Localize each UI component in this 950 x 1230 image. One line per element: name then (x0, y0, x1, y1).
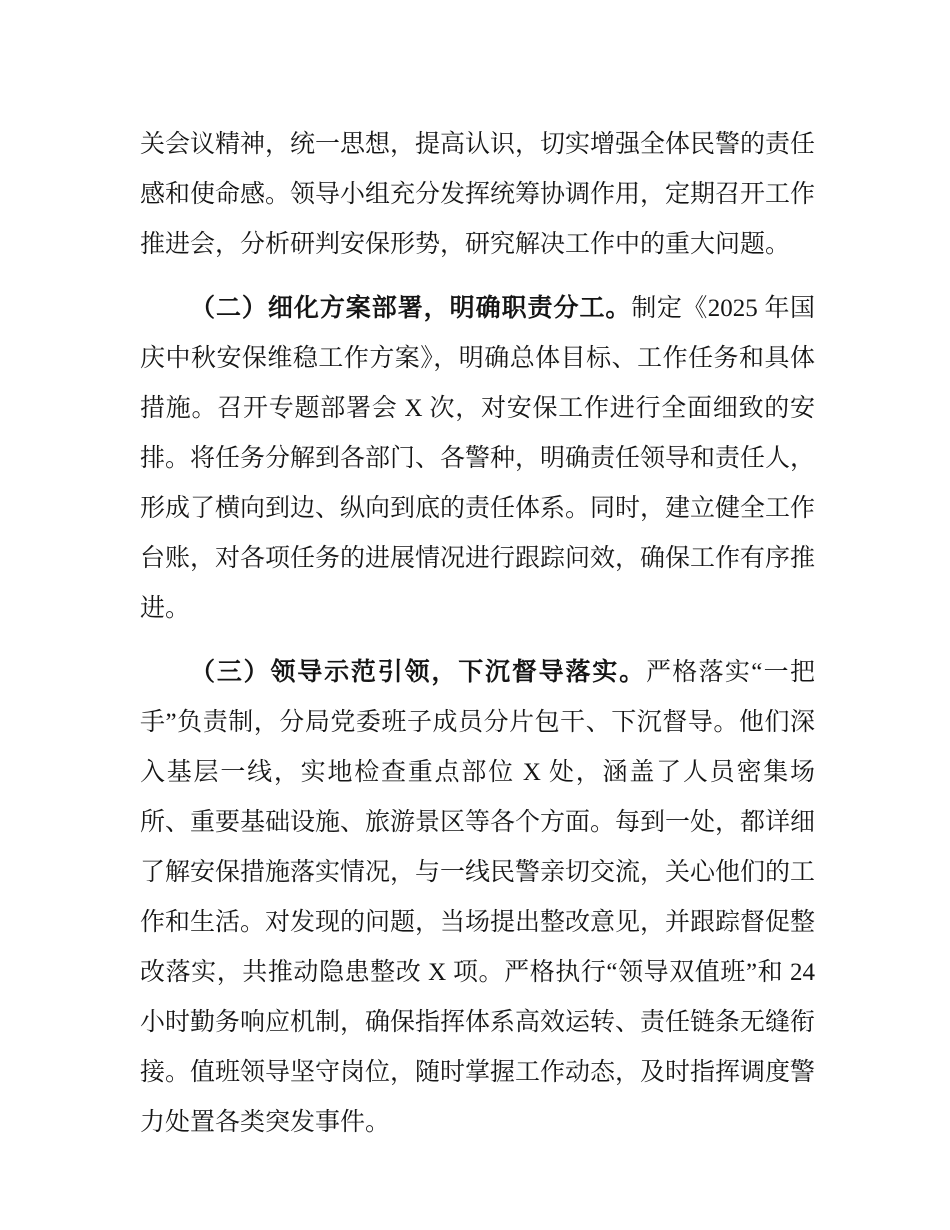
section-2-heading: （二）细化方案部署，明确职责分工。 (190, 294, 632, 322)
paragraph-section-2 (140, 283, 815, 634)
section-3-text: 严格落实“一把手”负责制，分局党委班子成员分片包干、下沉督导。他们深入基层一线，实地检查重点部位 X 处，涵盖了人员密集场所、重要基础设施、旅游景区等各个方面。每到一处，都详细了解安保措施落实情况，与一线民警亲切交流，关心他们的工作和生活。对发现的问题，当场提出整改意见，并跟踪督促整改落实，共推动隐患整改 X 项。严格执行“领导双值班”和 24 小时勤务响应机制，确保指挥体系高效运转、责任链条无缝衔接。值班领导坚守岗位，随时掌握工作动态，及时指挥调度警力处置各类突发事件。 (140, 659, 816, 1136)
paragraph-continuation (140, 120, 815, 270)
paragraph-text: 关会议精神，统一思想，提高认识，切实增强全体民警的责任感和使命感。领导小组充分发挥统筹协调作用，定期召开工作推进会，分析研判安保形势，研究解决工作中的重大问题。 (140, 131, 816, 258)
section-3-heading: （三）领导示范引领，下沉督导落实。 (190, 658, 646, 686)
section-2-text: 制定《2025 年国庆中秋安保维稳工作方案》，明确总体目标、工作任务和具体措施。召开专题部署会 X 次，对安保工作进行全面细致的安排。将任务分解到各部门、各警种，明确责任领导和责任人，形成了横向到边、纵向到底的责任体系。同时，建立健全工作台账，对各项任务的进展情况进行跟踪问效，确保工作有序推进。 (140, 295, 816, 622)
paragraph-section-3 (140, 647, 815, 1148)
